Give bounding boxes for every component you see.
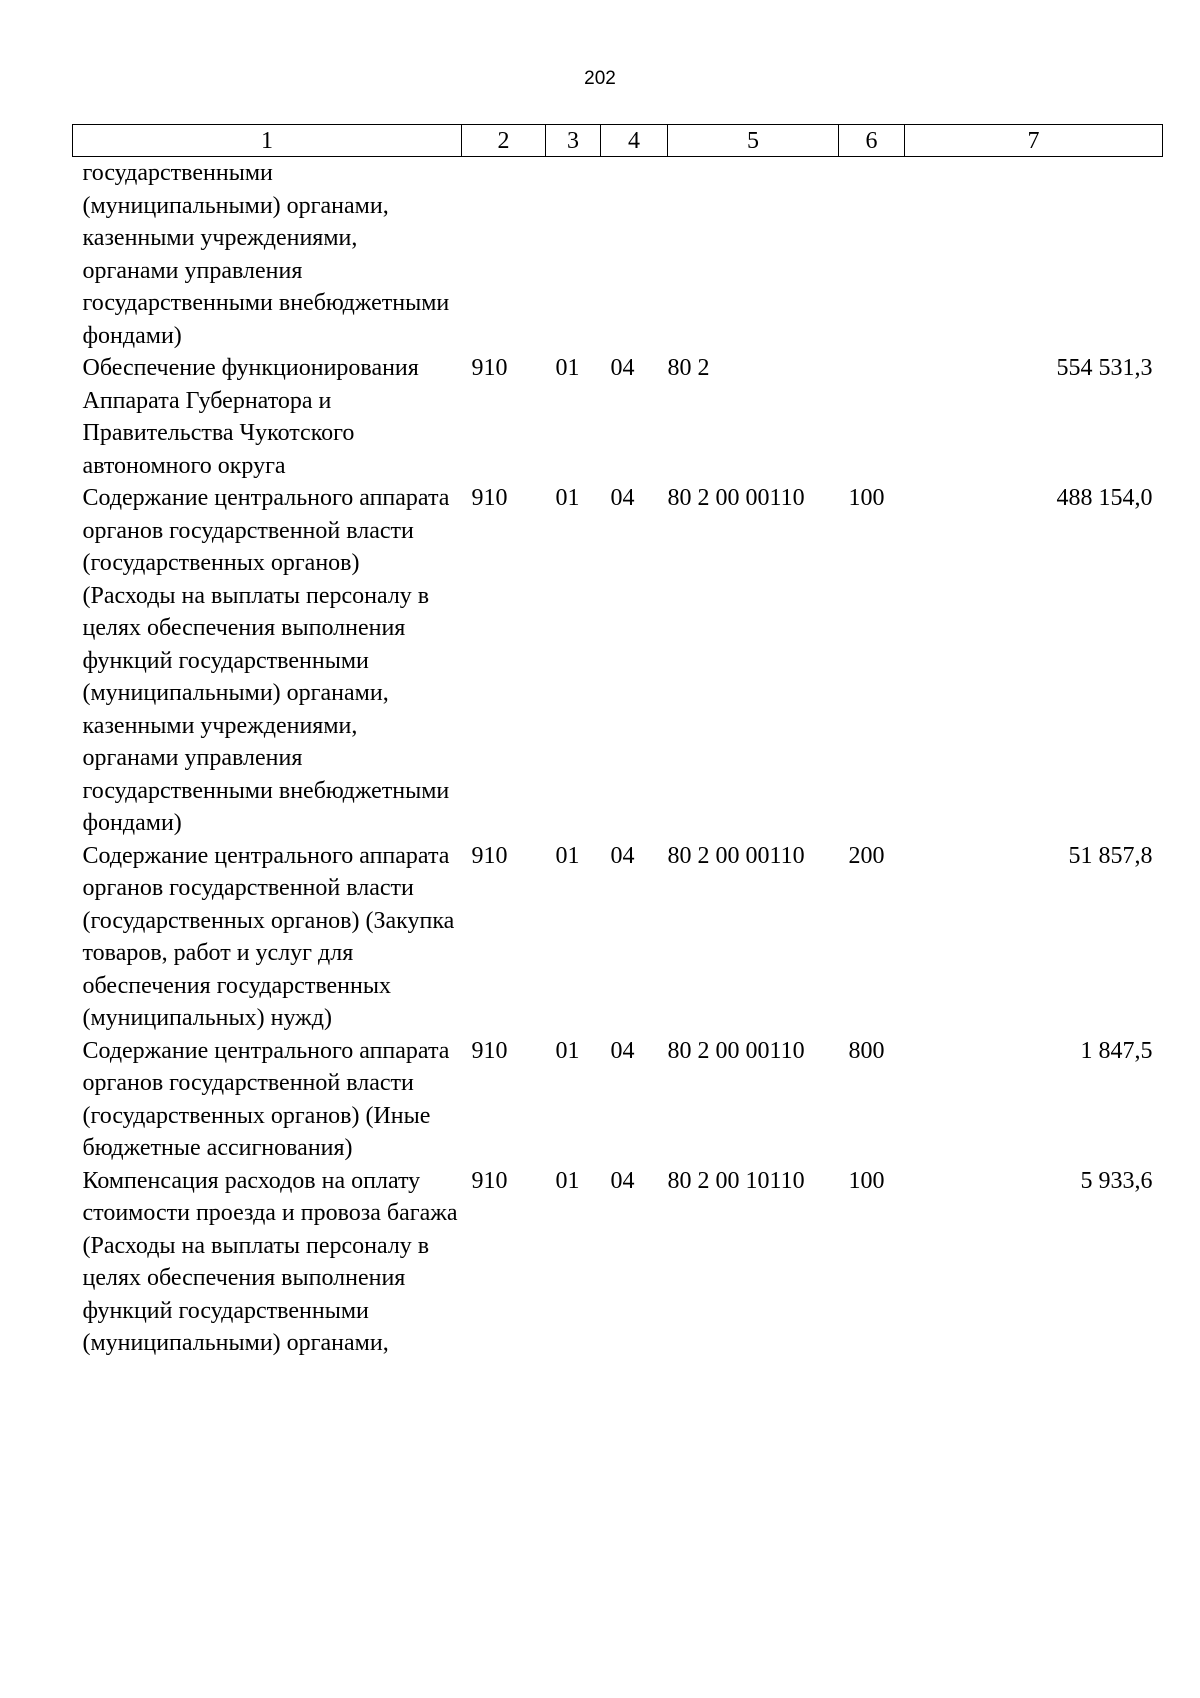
table-row [73, 1035, 1163, 1165]
row-subsection: 04 [610, 1167, 635, 1194]
row-amount: 554 531,3 [1056, 355, 1153, 381]
row-amount [905, 157, 1163, 353]
row-code: 910 [471, 1037, 508, 1064]
row-type: 100 [848, 485, 885, 511]
row-target: 80 2 00 00110 [667, 842, 805, 869]
table-row [73, 1165, 1163, 1360]
row-subsection: 04 [610, 842, 635, 869]
row-amount: 1 847,5 [1080, 1037, 1153, 1064]
row-section: 01 [555, 355, 580, 381]
row-target [668, 157, 839, 353]
row-name: Содержание центрального аппарата органов государственной власти (государственных органов) (Закупка товаров, работ и услуг для обеспечения государственных (муниципальных) нужд) [82, 842, 455, 1031]
row-code: 910 [471, 355, 508, 381]
row-target: 80 2 [667, 355, 710, 381]
row-code: 910 [471, 842, 508, 869]
budget-table [72, 124, 1163, 1360]
row-amount: 51 857,8 [1068, 842, 1153, 869]
row-subsection: 04 [610, 1037, 635, 1064]
header-col-6: 6 [839, 125, 905, 157]
row-section: 01 [555, 1167, 580, 1194]
table-row [73, 482, 1163, 840]
row-name: государственными (муниципальными) органами, казенными учреждениями, органами управления государственными внебюджетными фондами) [82, 160, 450, 349]
row-name: Компенсация расходов на оплату стоимости проезда и провоза багажа (Расходы на выплаты персоналу в целях обеспечения выполнения функций государственными (муниципальными) органами, [82, 1167, 458, 1356]
row-type [839, 157, 905, 353]
page-number: 202 [584, 68, 616, 89]
header-col-5: 5 [668, 125, 839, 157]
row-type [839, 352, 905, 482]
row-code: 910 [471, 1167, 508, 1194]
row-amount: 488 154,0 [1056, 485, 1153, 511]
header-col-1: 1 [73, 125, 462, 157]
row-name: Содержание центрального аппарата органов государственной власти (государственных органов) (Иные бюджетные ассигнования) [82, 1037, 450, 1161]
row-subsection [601, 157, 668, 353]
row-subsection: 04 [610, 485, 635, 511]
row-type: 800 [848, 1037, 885, 1064]
row-amount: 5 933,6 [1080, 1167, 1153, 1194]
row-section: 01 [555, 1037, 580, 1064]
row-name: Обеспечение функционирования Аппарата Губернатора и Правительства Чукотского автономного округа [82, 355, 419, 479]
header-col-4: 4 [601, 125, 668, 157]
table-header-row [73, 125, 1163, 157]
row-code: 910 [471, 485, 508, 511]
row-type: 100 [848, 1167, 885, 1194]
row-target: 80 2 00 00110 [667, 485, 805, 511]
table-row [73, 157, 1163, 353]
header-col-2: 2 [462, 125, 546, 157]
header-col-3: 3 [546, 125, 601, 157]
header-col-7: 7 [905, 125, 1163, 157]
row-name: Содержание центрального аппарата органов государственной власти (государственных органов) (Расходы на выплаты персоналу в целях обеспечения выполнения функций государственными (муниципальными) органами, казенными учреждениями, органами управления государственными внебюджетными фондами) [82, 485, 450, 836]
row-code [462, 157, 546, 353]
row-section: 01 [555, 485, 580, 511]
row-target: 80 2 00 10110 [667, 1167, 805, 1194]
row-section: 01 [555, 842, 580, 869]
table-row [73, 840, 1163, 1035]
row-target: 80 2 00 00110 [667, 1037, 805, 1064]
table-row [73, 352, 1163, 482]
row-type: 200 [848, 842, 885, 869]
row-subsection: 04 [610, 355, 635, 381]
row-section [546, 157, 601, 353]
